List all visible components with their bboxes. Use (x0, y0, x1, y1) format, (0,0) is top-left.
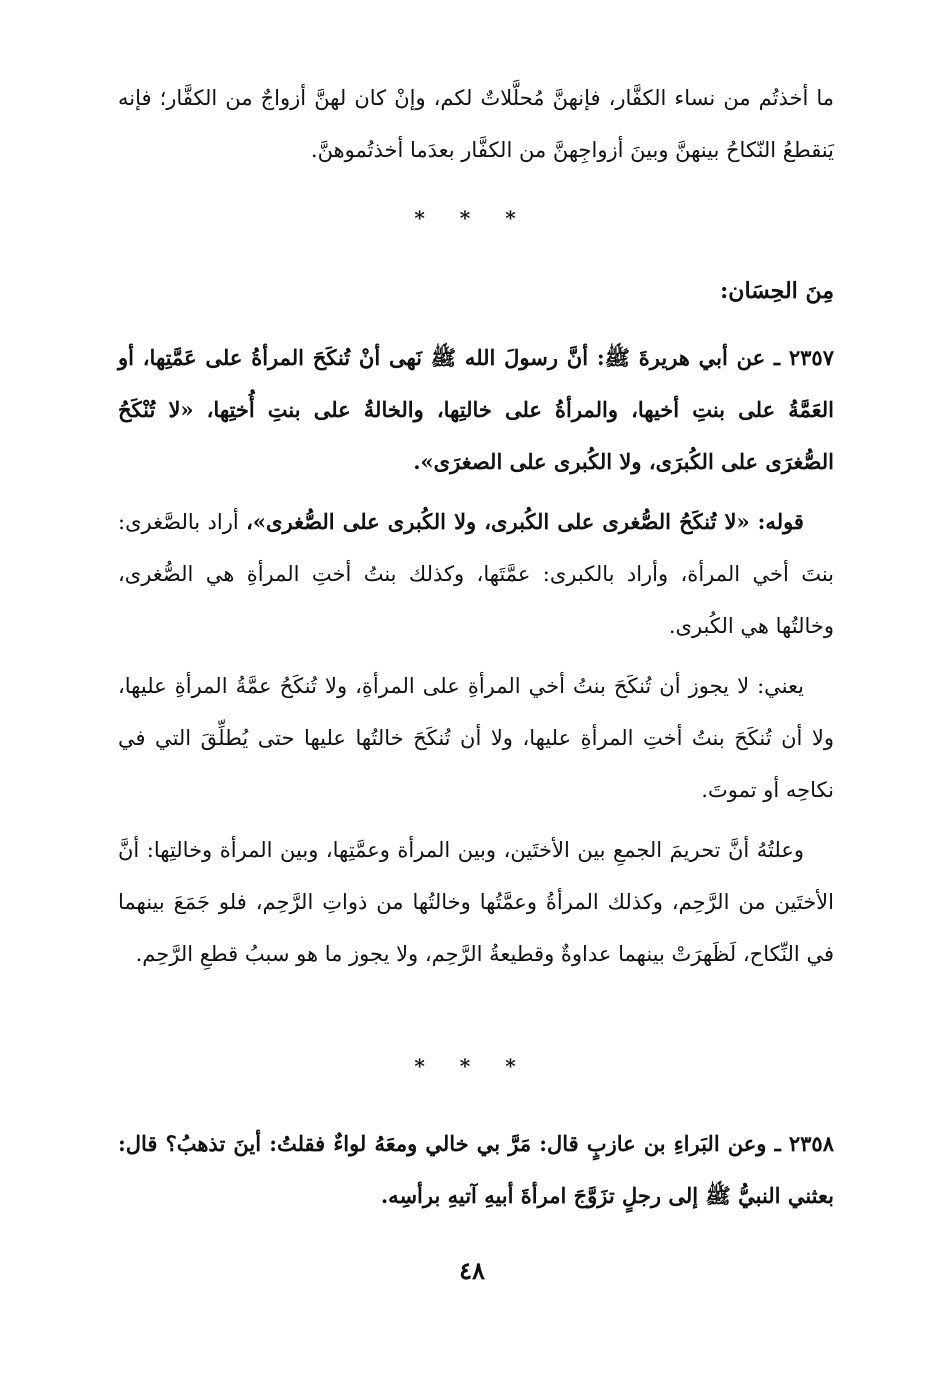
hadith-2357: ٢٣٥٧ ـ عن أبي هريرةَ ﷺ: أنَّ رسولَ الله ﷺ نَهى أنْ تُنكَحَ المرأةُ على عَمَّتِها، أو العَمَّةُ على بنتِ أخيها، والمرأةُ على خالتِها، والخالةُ على بنتِ أُختِها، «لا تُنْكَحُ الصُّغرَى على الكُبرَى، ولا الكُبرى على الصغرَى». (118, 345, 834, 474)
commentary-quote: قوله: «لا تُنكَحُ الصُّغرى على الكُبرى، ولا الكُبرى على الصُّغرى»، (246, 509, 804, 534)
commentary-paragraph-3: وعلتُهُ أنَّ تحريمَ الجمعِ بين الأختَين، وبين المرأة وعمَّتِها، وبين المرأة وخالتِها: أنَّ الأختَين من الرَّحِم، وكذلك المرأةُ وعمَّتُها وخالتُها من ذواتِ الرَّحِم، فلو جَمَعَ بينهما في النِّكاح، لَظَهرَتْ بينهما عداوةٌ وقطيعةُ الرَّحِم، ولا يجوز ما هو سببُ قطعِ الرَّحِم. (118, 838, 834, 966)
section-heading: مِنَ الحِسَان: (720, 278, 834, 304)
section-separator-1: * * * (414, 206, 530, 230)
paragraph-intro: ما أخذتُم من نساء الكفَّار، فإنهنَّ مُحلَّلاتٌ لكم، وإنْ كان لهنَّ أزواجٌ من الكفَّار؛ فإنه يَنقطعُ النّكاحُ بينهنَّ وبينَ أزواجِهنَّ من الكفَّار بعدَما أخذتُموهنَّ. (118, 86, 834, 162)
commentary-explanation: أراد بالصَّغرى: بنتَ أخي المرأة، وأراد بالكبرى: عمَّتَها، وكذلك بنتُ أختِ المرأةِ هي الصُّغرى، وخالتُها هي الكُبرى. (118, 510, 834, 638)
commentary-paragraph-2: يعني: لا يجوز أن تُنكَحَ بنتُ أخي المرأةِ على المرأةِ، ولا تُنكَحُ عمَّةُ المرأةِ عليها، ولا أن تُنكَحَ بنتُ أختِ المرأةِ عليها، ولا أن تُنكَحَ خالتُها عليها حتى يُطلِّقَ التي في نكاحِه أو تموتَ. (118, 674, 834, 802)
commentary-paragraph-1 (118, 496, 834, 652)
section-separator-2: * * * (414, 1054, 530, 1078)
page-number: ٤٨ (459, 1256, 485, 1285)
hadith-2358: ٢٣٥٨ ـ وعن البَراءِ بن عازبٍ قال: مَرَّ بي خالي ومعَهُ لواءٌ فقلتُ: أينَ تذهبُ؟ قال: بعثني النبيُّ ﷺ إلى رجلٍ تزَوَّجَ امرأةَ أبيهِ آتيهِ برأسِه. (118, 1131, 834, 1208)
